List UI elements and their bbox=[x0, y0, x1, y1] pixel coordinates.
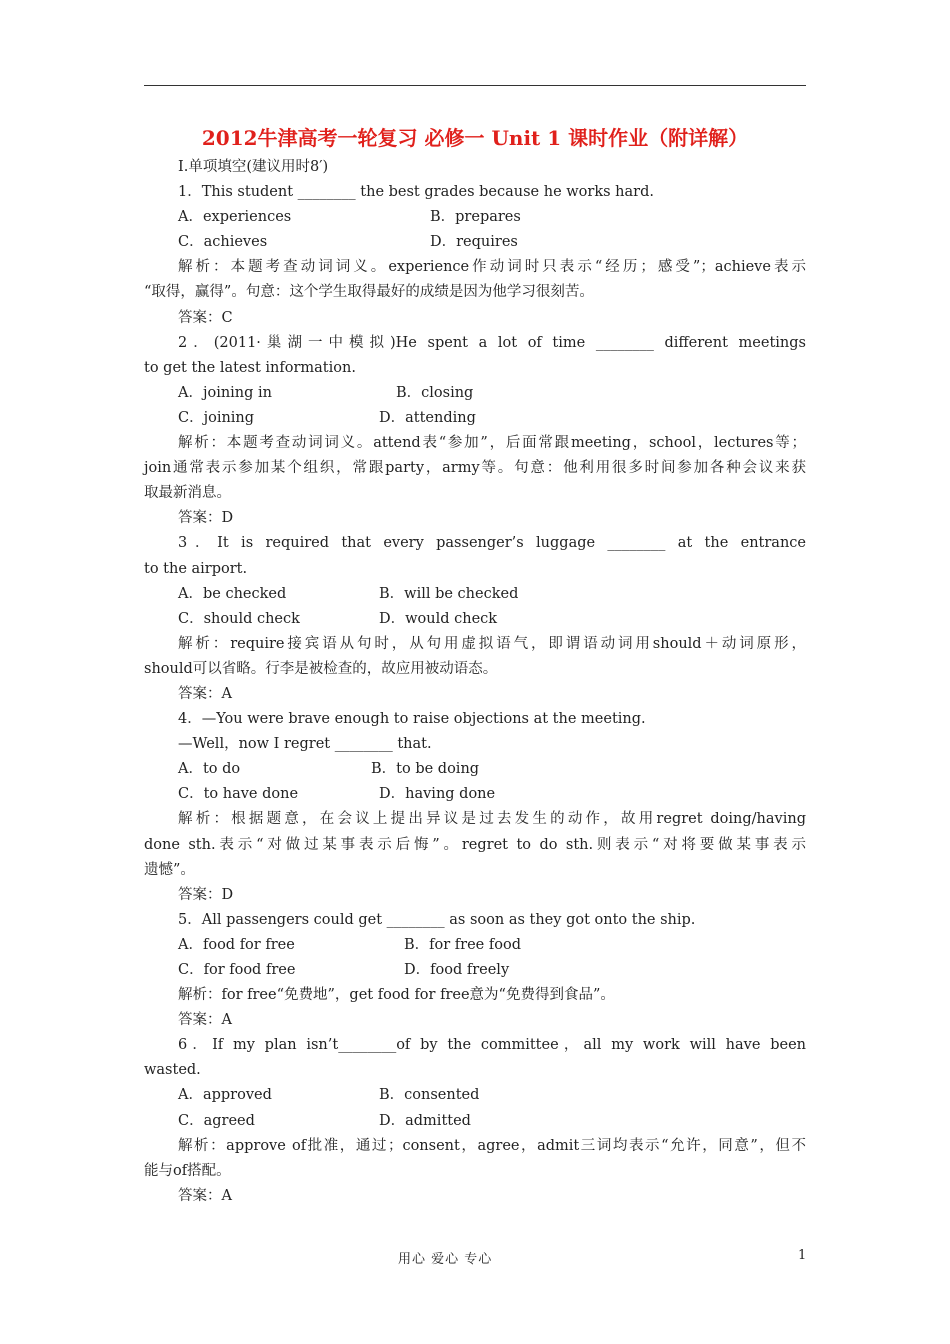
option-b: B．will be checked bbox=[379, 585, 519, 602]
option-d: D．would check bbox=[379, 610, 498, 627]
question-1-answer: 答案：C bbox=[178, 309, 233, 326]
question-2-options-row-2 bbox=[144, 406, 806, 431]
option-d: D．requires bbox=[430, 234, 518, 251]
option-c: C．should check bbox=[178, 610, 300, 627]
question-3-options-row-1 bbox=[144, 582, 806, 607]
option-c: C．joining bbox=[178, 409, 255, 426]
question-2-explanation-line-1: 解析：本题考查动词词义。attend表“参加”，后面常跟meeting，school，lectures等； bbox=[178, 435, 806, 452]
option-d: D．attending bbox=[379, 409, 476, 426]
option-c: C．to have done bbox=[178, 786, 299, 803]
question-4-stem-line-2: —Well，now I regret ________ that. bbox=[178, 736, 432, 753]
option-b: B．consented bbox=[379, 1087, 480, 1104]
option-a: A．to do bbox=[178, 761, 241, 778]
question-6-explanation-line-2: 能与of搭配。 bbox=[144, 1162, 231, 1179]
question-4-explanation-line-3: 遗憾”。 bbox=[144, 861, 195, 878]
question-4-stem-line-1: 4．—You were brave enough to raise objections at the meeting. bbox=[178, 711, 646, 728]
question-5-options-row-2 bbox=[144, 958, 806, 983]
question-6-stem-line-2: wasted. bbox=[144, 1062, 201, 1079]
question-2-explanation-line-3: 取最新消息。 bbox=[144, 485, 231, 502]
question-6-options-row-2 bbox=[144, 1109, 806, 1134]
option-d: D．having done bbox=[379, 786, 496, 803]
question-2-stem-line-1: 2．(2011·巢湖一中模拟)He spent a lot of time ________ different meetings bbox=[178, 334, 806, 351]
question-2-explanation-line-2: join通常表示参加某个组织，常跟party，army等。句意：他利用很多时间参加各种会议来获 bbox=[144, 460, 806, 477]
option-a: A．experiences bbox=[178, 209, 292, 226]
question-5-stem: 5．All passengers could get ________ as soon as they got onto the ship. bbox=[178, 911, 696, 928]
page-number: 1 bbox=[798, 1248, 807, 1263]
question-1-explanation-line-1: 解析：本题考查动词词义。experience作动词时只表示“经历；感受”；achieve表示 bbox=[178, 259, 806, 276]
question-2-stem-line-2: to get the latest information. bbox=[144, 359, 356, 376]
question-4-answer: 答案：D bbox=[178, 886, 234, 903]
question-3-stem-line-1: 3．It is required that every passenger’s luggage ________ at the entrance bbox=[178, 535, 806, 552]
question-6-explanation-line-1: 解析：approve of批准，通过；consent，agree，admit三词均表示“允许，同意”，但不 bbox=[178, 1137, 806, 1154]
question-4-explanation-line-2: done sth.表示“对做过某事表示后悔”。regret to do sth.则表示“对将要做某事表示 bbox=[144, 836, 806, 853]
option-b: B．prepares bbox=[430, 209, 521, 226]
question-4-explanation-line-1: 解析：根据题意，在会议上提出异议是过去发生的动作，故用regret doing/having bbox=[178, 811, 806, 828]
option-a: A．joining in bbox=[178, 384, 273, 401]
document-body bbox=[144, 155, 806, 1209]
option-a: A．food for free bbox=[178, 936, 295, 953]
question-4-options-row-2 bbox=[144, 782, 806, 807]
question-1-options-row-1 bbox=[144, 205, 806, 230]
question-3-explanation-line-2: should可以省略。行李是被检查的，故应用被动语态。 bbox=[144, 660, 498, 677]
question-2-options-row-1 bbox=[144, 381, 806, 406]
footer-motto: 用心 爱心 专心 bbox=[398, 1252, 493, 1267]
question-5-answer: 答案：A bbox=[178, 1012, 232, 1029]
question-1-explanation-line-2: “取得，赢得”。句意：这个学生取得最好的成绩是因为他学习很刻苦。 bbox=[144, 284, 594, 301]
question-1-stem: 1．This student ________ the best grades because he works hard. bbox=[178, 184, 654, 201]
section-heading: Ⅰ.单项填空(建议用时8′) bbox=[178, 159, 329, 175]
option-c: C．for food free bbox=[178, 962, 296, 978]
question-5-explanation: 解析：for free“免费地”，get food for free意为“免费得到食品”。 bbox=[178, 987, 615, 1004]
option-b: B．for free food bbox=[404, 936, 521, 953]
option-a: A．be checked bbox=[178, 585, 287, 602]
question-2-answer: 答案：D bbox=[178, 510, 234, 527]
option-a: A．approved bbox=[178, 1087, 272, 1104]
header-rule bbox=[144, 85, 806, 86]
option-d: D．admitted bbox=[379, 1112, 471, 1129]
option-b: B．to be doing bbox=[371, 761, 480, 778]
question-5-options-row-1 bbox=[144, 933, 806, 958]
option-c: C．agreed bbox=[178, 1112, 255, 1129]
question-6-options-row-1 bbox=[144, 1083, 806, 1108]
question-3-options-row-2 bbox=[144, 607, 806, 632]
question-4-options-row-1 bbox=[144, 757, 806, 782]
question-3-answer: 答案：A bbox=[178, 685, 232, 702]
option-c: C．achieves bbox=[178, 234, 268, 251]
question-1-options-row-2 bbox=[144, 230, 806, 255]
option-d: D．food freely bbox=[404, 962, 510, 978]
question-3-explanation-line-1: 解析：require接宾语从句时，从句用虚拟语气，即谓语动词用should＋动词原形， bbox=[178, 635, 806, 652]
question-6-stem-line-1: 6．If my plan isn’t________of by the committee，all my work will have been bbox=[178, 1037, 806, 1054]
option-b: B．closing bbox=[396, 384, 474, 401]
question-6-answer: 答案：A bbox=[178, 1187, 232, 1204]
question-3-stem-line-2: to the airport. bbox=[144, 560, 248, 577]
page-title: 2012牛津高考一轮复习 必修一 Unit 1 课时作业（附详解） bbox=[201, 126, 749, 150]
